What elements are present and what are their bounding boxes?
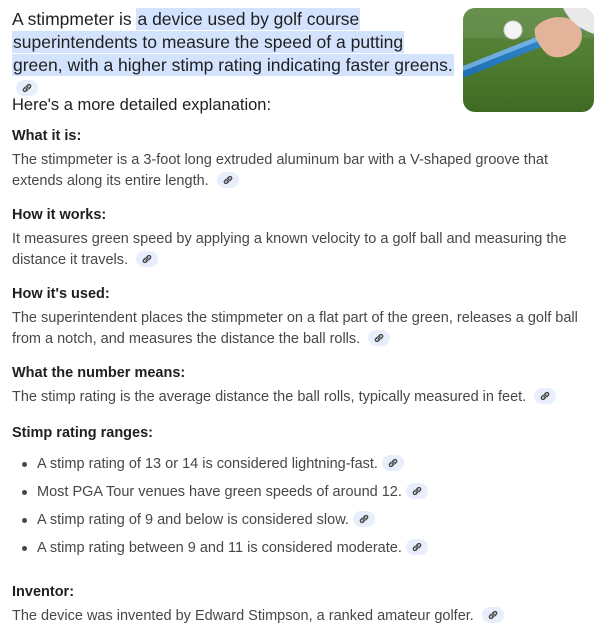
source-link-button[interactable] [406,483,428,499]
link-icon [411,541,423,553]
section-text-what-the-number-means: The stimp rating is the average distance the ball rolls, typically measured in feet. [12,387,592,408]
section-heading-what-the-number-means: What the number means: [12,365,186,381]
link-icon [222,174,234,186]
list-item: Most PGA Tour venues have green speeds of around 12. [12,482,582,510]
link-icon [539,390,551,402]
section-heading-stimp-rating-ranges: Stimp rating ranges: [12,425,153,441]
section-text-inventor: The device was invented by Edward Stimpson, a ranked amateur golfer. [12,606,592,627]
source-link-button[interactable] [382,455,404,471]
list-item: A stimp rating of 9 and below is considered slow. [12,510,582,538]
overview-heading: Here's a more detailed explanation: [12,96,272,114]
source-link-button[interactable] [368,330,390,346]
source-link-button[interactable] [217,172,239,188]
link-icon [411,485,423,497]
section-text-how-it-works: It measures green speed by applying a known velocity to a golf ball and measuring the distance it travels. [12,231,567,268]
source-link-button[interactable] [482,607,504,623]
source-link-button[interactable] [406,539,428,555]
stimpmeter-photo[interactable] [463,8,594,112]
link-icon [358,513,370,525]
list-item: A stimp rating of 13 or 14 is considered lightning-fast. [12,454,582,482]
link-icon [373,332,385,344]
link-icon [141,253,153,265]
section-heading-how-its-used: How it's used: [12,286,110,302]
section-heading-inventor: Inventor: [12,584,75,600]
source-link-button[interactable] [136,251,158,267]
section-heading-how-it-works: How it works: [12,207,107,223]
source-link-button[interactable] [16,80,38,96]
section-text-what-it-is: The stimpmeter is a 3-foot long extruded aluminum bar with a V-shaped groove that extends along its entire length. [12,152,548,189]
list-item: A stimp rating between 9 and 11 is considered moderate. [12,538,582,566]
link-icon [21,82,33,94]
link-icon [487,609,499,621]
source-link-button[interactable] [353,511,375,527]
answer-intro [12,8,457,100]
section-heading-what-it-is: What it is: [12,128,82,144]
link-icon [387,457,399,469]
ranges-list [12,454,582,566]
section-text-how-its-used: The superintendent places the stimpmeter on a flat part of the green, releases a golf ball from a notch, and measures the distance the ball rolls. [12,310,578,347]
intro-highlight: a device used by golf course superintendents to measure the speed of a putting green, with a higher stimp rating indicating faster greens. [13,9,453,75]
source-link-button[interactable] [534,388,556,404]
intro-lead: A stimpmeter is [12,9,137,29]
